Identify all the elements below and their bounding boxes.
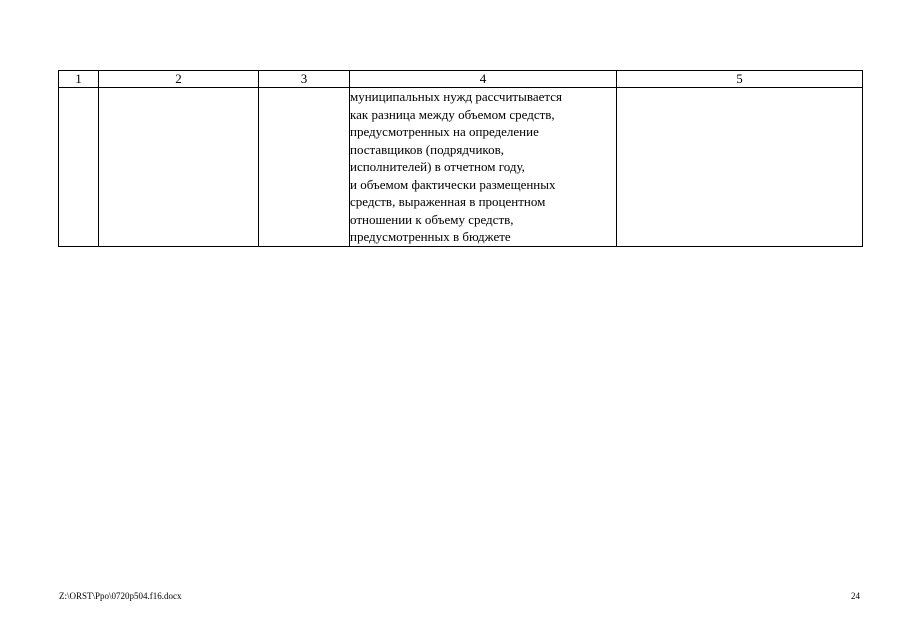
table-cell-description xyxy=(350,88,617,247)
footer-file-path: Z:\ORST\Ppo\0720p504.f16.docx xyxy=(59,591,182,601)
description-line: как разница между объемом средств, xyxy=(350,106,555,122)
column-header-3: 3 xyxy=(259,71,350,88)
description-line: предусмотренных на определение xyxy=(350,124,539,139)
description-line: исполнителей) в отчетном году, xyxy=(350,159,525,174)
description-line: муниципальных нужд рассчитывается xyxy=(350,89,562,104)
description-line: средств, выраженная в процентном xyxy=(350,194,546,209)
column-header-1: 1 xyxy=(59,71,99,88)
column-header-5: 5 xyxy=(617,71,863,88)
table-cell-col2 xyxy=(99,88,259,247)
footer-page-number: 24 xyxy=(851,591,860,601)
description-line: и объемом фактически размещенных xyxy=(350,176,556,192)
table-row xyxy=(59,88,863,247)
table-cell-col3 xyxy=(259,88,350,247)
description-line: поставщиков (подрядчиков, xyxy=(350,141,504,157)
document-table xyxy=(58,70,863,247)
column-header-2: 2 xyxy=(99,71,259,88)
description-line: отношении к объему средств, xyxy=(350,211,514,227)
table-cell-col5 xyxy=(617,88,863,247)
column-header-4: 4 xyxy=(350,71,617,88)
table-header-row xyxy=(59,71,863,88)
table-cell-col1 xyxy=(59,88,99,247)
description-line: предусмотренных в бюджете xyxy=(350,229,511,244)
